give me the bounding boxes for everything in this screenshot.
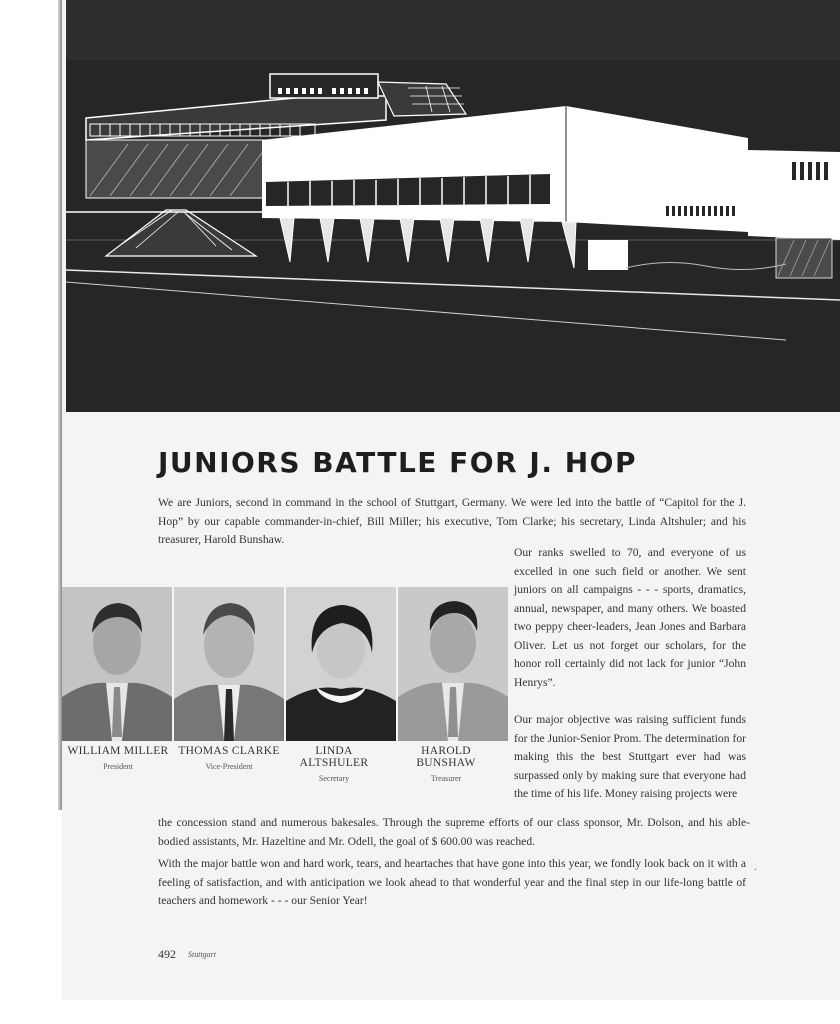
officer-name: WILLIAM MILLER: [67, 745, 169, 757]
footer-school-name: Stuttgart: [188, 950, 217, 959]
building-illustration: [66, 0, 840, 412]
officer-caption-treasurer: [406, 745, 486, 785]
officer-role: Secretary: [318, 774, 350, 783]
portrait-harold-bunshaw: [398, 587, 508, 741]
officer-caption-secretary: [296, 745, 372, 785]
officer-role: Treasurer: [430, 774, 462, 783]
continued-paragraph: the concession stand and numerous bakesales. Through the supreme efforts of our class sponsor, Mr. Dolson, and his able-bodied assistants, Mr. Hazeltine and Mr. Odell, the goal of $ 600.00 was reached.: [158, 816, 750, 848]
intro-paragraph: We are Juniors, second in command in the school of Stuttgart, Germany. We were led into the battle of “Capitol for the J. Hop” by our capable commander-in-chief, Bill Miller; his executive, Tom Clarke; his secretary, Linda Altshuler; and his treasurer, Harold Bunshaw.: [158, 496, 746, 546]
column-paragraph-1: Our ranks swelled to 70, and everyone of us excelled in one such field or another. We sent juniors on all campaigns - - - sports, dramatics, annual, newspaper, and many others. We boasted two peppy cheer-leaders, Jean Jones and Barbara Oliver. Let us not forget our scholars, for the honor roll certainly did not lack for junior “John Henrys”.: [514, 546, 746, 689]
officer-name: HAROLD BUNSHAW: [416, 745, 476, 769]
officer-name: THOMAS CLARKE: [178, 745, 280, 757]
officer-role: Vice-President: [205, 762, 253, 771]
portrait-linda-altshuler: [286, 587, 396, 741]
officer-portraits: [62, 587, 508, 741]
page-number: 492: [158, 947, 176, 961]
officer-caption-president: [62, 745, 174, 773]
stray-mark: .: [754, 862, 757, 873]
officer-caption-vice-president: [174, 745, 284, 773]
officer-name: LINDA ALTSHULER: [299, 745, 369, 769]
page-title: JUNIORS BATTLE FOR J. HOP: [158, 446, 637, 479]
portrait-thomas-clarke: [174, 587, 284, 741]
closing-paragraph: With the major battle won and hard work, tears, and heartaches that have gone into this year, we fondly look back on it with a feeling of satisfaction, and with anticipation we look ahead to that wonderful year and the final step in our life-long battle of teachers and homework - - - our Senior Year!: [158, 857, 746, 907]
left-page-edge: [0, 0, 62, 870]
column-paragraph-2: Our major objective was raising sufficient funds for the Junior-Senior Prom. The determination for making this the best Stuttgart ever had was surpassed only by making sure that everyone had the time of his life. Money raising projects were: [514, 713, 746, 800]
officer-role: President: [103, 762, 133, 771]
portrait-william-miller: [62, 587, 172, 741]
